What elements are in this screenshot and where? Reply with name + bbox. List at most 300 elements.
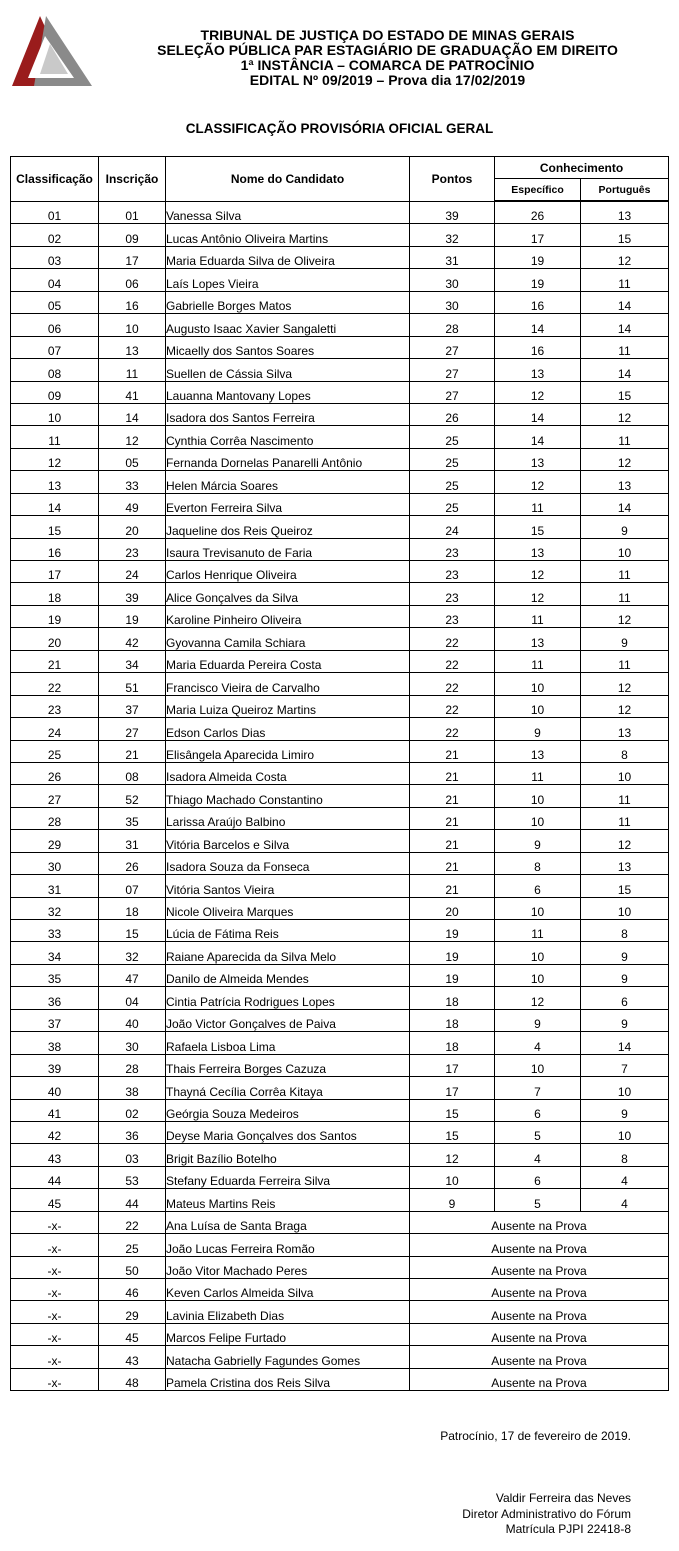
pontos-cell: 22 — [410, 628, 495, 650]
col-header-pontos: Pontos — [410, 157, 495, 202]
inscricao-cell: 35 — [99, 807, 166, 829]
table-row — [11, 807, 669, 829]
portugues-cell: 10 — [581, 762, 669, 784]
table-row — [11, 561, 669, 583]
nome-cell: Thais Ferreira Borges Cazuza — [166, 1054, 410, 1076]
classificacao-cell: 10 — [11, 403, 99, 425]
pontos-cell: 18 — [410, 987, 495, 1009]
classificacao-cell: 36 — [11, 987, 99, 1009]
table-row — [11, 493, 669, 515]
portugues-cell: 13 — [581, 852, 669, 874]
classification-table — [10, 156, 669, 1391]
nome-cell: Isaura Trevisanuto de Faria — [166, 538, 410, 560]
portugues-cell: 4 — [581, 1189, 669, 1211]
nome-cell: Augusto Isaac Xavier Sangaletti — [166, 314, 410, 336]
portugues-cell: 12 — [581, 695, 669, 717]
tjmg-logo — [10, 14, 94, 90]
table-row — [11, 785, 669, 807]
pontos-cell: 22 — [410, 718, 495, 740]
classificacao-cell: 17 — [11, 561, 99, 583]
classificacao-cell: -x- — [11, 1256, 99, 1278]
inscricao-cell: 07 — [99, 875, 166, 897]
portugues-cell: 12 — [581, 830, 669, 852]
table-row-absent — [11, 1211, 669, 1233]
especifico-cell: 13 — [495, 538, 581, 560]
col-header-inscricao: Inscrição — [99, 157, 166, 202]
inscricao-cell: 29 — [99, 1301, 166, 1323]
especifico-cell: 10 — [495, 695, 581, 717]
inscricao-cell: 11 — [99, 359, 166, 381]
pontos-cell: 27 — [410, 359, 495, 381]
nome-cell: Pamela Cristina dos Reis Silva — [166, 1368, 410, 1390]
pontos-cell: 28 — [410, 314, 495, 336]
classificacao-cell: 20 — [11, 628, 99, 650]
table-row — [11, 1189, 669, 1211]
portugues-cell: 14 — [581, 291, 669, 313]
especifico-cell: 13 — [495, 448, 581, 470]
nome-cell: Lauanna Mantovany Lopes — [166, 381, 410, 403]
especifico-cell: 12 — [495, 381, 581, 403]
especifico-cell: 9 — [495, 1009, 581, 1031]
table-row-absent — [11, 1234, 669, 1256]
header-line-4: EDITAL Nº 09/2019 – Prova dia 17/02/2019 — [249, 72, 526, 88]
classificacao-cell: 09 — [11, 381, 99, 403]
nome-cell: Maria Eduarda Pereira Costa — [166, 650, 410, 672]
inscricao-cell: 05 — [99, 448, 166, 470]
nome-cell: Natacha Gabrielly Fagundes Gomes — [166, 1346, 410, 1368]
inscricao-cell: 28 — [99, 1054, 166, 1076]
nome-cell: Rafaela Lisboa Lima — [166, 1032, 410, 1054]
inscricao-cell: 33 — [99, 471, 166, 493]
classificacao-cell: 42 — [11, 1121, 99, 1143]
inscricao-cell: 03 — [99, 1144, 166, 1166]
nome-cell: Micaelly dos Santos Soares — [166, 336, 410, 358]
nome-cell: Jaqueline dos Reis Queiroz — [166, 516, 410, 538]
nome-cell: Danilo de Almeida Mendes — [166, 964, 410, 986]
inscricao-cell: 25 — [99, 1234, 166, 1256]
especifico-cell: 7 — [495, 1077, 581, 1099]
classificacao-cell: 29 — [11, 830, 99, 852]
nome-cell: Fernanda Dornelas Panarelli Antônio — [166, 448, 410, 470]
header-line-1: TRIBUNAL DE JUSTIÇA DO ESTADO DE MINAS GERAIS — [200, 27, 575, 43]
portugues-cell: 6 — [581, 987, 669, 1009]
pontos-cell: 18 — [410, 1009, 495, 1031]
table-row — [11, 1166, 669, 1188]
classificacao-cell: 12 — [11, 448, 99, 470]
nome-cell: Deyse Maria Gonçalves dos Santos — [166, 1121, 410, 1143]
especifico-cell: 8 — [495, 852, 581, 874]
nome-cell: Larissa Araújo Balbino — [166, 807, 410, 829]
table-row — [11, 1077, 669, 1099]
portugues-cell: 11 — [581, 336, 669, 358]
table-row — [11, 224, 669, 246]
inscricao-cell: 46 — [99, 1279, 166, 1301]
classificacao-cell: -x- — [11, 1301, 99, 1323]
classificacao-cell: 03 — [11, 246, 99, 268]
classificacao-cell: 19 — [11, 605, 99, 627]
classificacao-cell: 06 — [11, 314, 99, 336]
inscricao-cell: 01 — [99, 201, 166, 224]
pontos-cell: 19 — [410, 964, 495, 986]
pontos-cell: 25 — [410, 448, 495, 470]
nome-cell: João Lucas Ferreira Romão — [166, 1234, 410, 1256]
inscricao-cell: 34 — [99, 650, 166, 672]
col-header-nome: Nome do Candidato — [166, 157, 410, 202]
especifico-cell: 19 — [495, 269, 581, 291]
classificacao-cell: 05 — [11, 291, 99, 313]
inscricao-cell: 18 — [99, 897, 166, 919]
table-row — [11, 246, 669, 268]
inscricao-cell: 27 — [99, 718, 166, 740]
classificacao-cell: 37 — [11, 1009, 99, 1031]
classificacao-cell: 34 — [11, 942, 99, 964]
nome-cell: Suellen de Cássia Silva — [166, 359, 410, 381]
especifico-cell: 12 — [495, 561, 581, 583]
nome-cell: Carlos Henrique Oliveira — [166, 561, 410, 583]
classificacao-cell: 30 — [11, 852, 99, 874]
classificacao-cell: 08 — [11, 359, 99, 381]
table-row — [11, 1099, 669, 1121]
header-line-2: SELEÇÃO PÚBLICA PAR ESTAGIÁRIO DE GRADUAÇÃO EM DIREITO — [157, 42, 618, 58]
pontos-cell: 19 — [410, 942, 495, 964]
portugues-cell: 10 — [581, 538, 669, 560]
classificacao-cell: 13 — [11, 471, 99, 493]
especifico-cell: 10 — [495, 785, 581, 807]
document-subtitle: CLASSIFICAÇÃO PROVISÓRIA OFICIAL GERAL — [185, 121, 494, 136]
signature-block — [462, 1491, 631, 1538]
nome-cell: Isadora dos Santos Ferreira — [166, 403, 410, 425]
col-header-conhecimento: Conhecimento — [495, 157, 669, 179]
absent-status-cell: Ausente na Prova — [410, 1234, 669, 1256]
absent-status-cell: Ausente na Prova — [410, 1211, 669, 1233]
especifico-cell: 11 — [495, 650, 581, 672]
especifico-cell: 10 — [495, 942, 581, 964]
nome-cell: Gyovanna Camila Schiara — [166, 628, 410, 650]
especifico-cell: 12 — [495, 583, 581, 605]
classificacao-cell: 14 — [11, 493, 99, 515]
portugues-cell: 11 — [581, 561, 669, 583]
nome-cell: Isadora Almeida Costa — [166, 762, 410, 784]
table-row — [11, 897, 669, 919]
nome-cell: Cintia Patrícia Rodrigues Lopes — [166, 987, 410, 1009]
inscricao-cell: 09 — [99, 224, 166, 246]
footer-date: Patrocínio, 17 de fevereiro de 2019. — [440, 1429, 631, 1443]
nome-cell: Gabrielle Borges Matos — [166, 291, 410, 313]
inscricao-cell: 21 — [99, 740, 166, 762]
especifico-cell: 11 — [495, 762, 581, 784]
especifico-cell: 11 — [495, 605, 581, 627]
table-row — [11, 359, 669, 381]
especifico-cell: 12 — [495, 987, 581, 1009]
nome-cell: Vanessa Silva — [166, 201, 410, 224]
portugues-cell: 11 — [581, 269, 669, 291]
classificacao-cell: 11 — [11, 426, 99, 448]
inscricao-cell: 02 — [99, 1099, 166, 1121]
nome-cell: João Victor Gonçalves de Paiva — [166, 1009, 410, 1031]
portugues-cell: 11 — [581, 583, 669, 605]
classificacao-cell: 25 — [11, 740, 99, 762]
classificacao-cell: -x- — [11, 1346, 99, 1368]
signer-id: Matrícula PJPI 22418-8 — [505, 1522, 631, 1536]
classificacao-cell: -x- — [11, 1211, 99, 1233]
especifico-cell: 10 — [495, 897, 581, 919]
pontos-cell: 21 — [410, 762, 495, 784]
table-row — [11, 201, 669, 224]
classificacao-cell: -x- — [11, 1323, 99, 1345]
portugues-cell: 10 — [581, 1121, 669, 1143]
classificacao-cell: 22 — [11, 673, 99, 695]
inscricao-cell: 04 — [99, 987, 166, 1009]
especifico-cell: 14 — [495, 403, 581, 425]
nome-cell: Elisângela Aparecida Limiro — [166, 740, 410, 762]
table-row — [11, 1121, 669, 1143]
pontos-cell: 17 — [410, 1054, 495, 1076]
table-row — [11, 1054, 669, 1076]
pontos-cell: 25 — [410, 471, 495, 493]
table-row — [11, 314, 669, 336]
nome-cell: Thiago Machado Constantino — [166, 785, 410, 807]
pontos-cell: 31 — [410, 246, 495, 268]
table-row — [11, 852, 669, 874]
table-row — [11, 381, 669, 403]
table-row-absent — [11, 1368, 669, 1390]
inscricao-cell: 38 — [99, 1077, 166, 1099]
pontos-cell: 21 — [410, 740, 495, 762]
table-row — [11, 426, 669, 448]
portugues-cell: 12 — [581, 673, 669, 695]
classificacao-cell: -x- — [11, 1279, 99, 1301]
table-row — [11, 695, 669, 717]
classificacao-cell: 23 — [11, 695, 99, 717]
especifico-cell: 13 — [495, 359, 581, 381]
especifico-cell: 16 — [495, 336, 581, 358]
nome-cell: Francisco Vieira de Carvalho — [166, 673, 410, 695]
table-row — [11, 583, 669, 605]
especifico-cell: 11 — [495, 920, 581, 942]
especifico-cell: 10 — [495, 807, 581, 829]
inscricao-cell: 43 — [99, 1346, 166, 1368]
document-header — [96, 28, 679, 88]
especifico-cell: 5 — [495, 1121, 581, 1143]
portugues-cell: 9 — [581, 628, 669, 650]
portugues-cell: 11 — [581, 807, 669, 829]
classificacao-cell: 43 — [11, 1144, 99, 1166]
absent-status-cell: Ausente na Prova — [410, 1256, 669, 1278]
especifico-cell: 15 — [495, 516, 581, 538]
especifico-cell: 4 — [495, 1032, 581, 1054]
pontos-cell: 22 — [410, 695, 495, 717]
classificacao-cell: 21 — [11, 650, 99, 672]
table-row — [11, 269, 669, 291]
especifico-cell: 19 — [495, 246, 581, 268]
portugues-cell: 10 — [581, 897, 669, 919]
table-row — [11, 448, 669, 470]
especifico-cell: 10 — [495, 673, 581, 695]
classificacao-cell: 16 — [11, 538, 99, 560]
signer-role: Diretor Administrativo do Fórum — [462, 1506, 631, 1521]
inscricao-cell: 19 — [99, 605, 166, 627]
nome-cell: Karoline Pinheiro Oliveira — [166, 605, 410, 627]
classificacao-cell: 26 — [11, 762, 99, 784]
nome-cell: Lúcia de Fátima Reis — [166, 920, 410, 942]
portugues-cell: 14 — [581, 359, 669, 381]
inscricao-cell: 22 — [99, 1211, 166, 1233]
inscricao-cell: 08 — [99, 762, 166, 784]
especifico-cell: 10 — [495, 1054, 581, 1076]
pontos-cell: 24 — [410, 516, 495, 538]
inscricao-cell: 13 — [99, 336, 166, 358]
inscricao-cell: 52 — [99, 785, 166, 807]
especifico-cell: 6 — [495, 875, 581, 897]
portugues-cell: 11 — [581, 785, 669, 807]
inscricao-cell: 15 — [99, 920, 166, 942]
nome-cell: Nicole Oliveira Marques — [166, 897, 410, 919]
classificacao-cell: 24 — [11, 718, 99, 740]
table-row-absent — [11, 1301, 669, 1323]
portugues-cell: 7 — [581, 1054, 669, 1076]
table-row-absent — [11, 1256, 669, 1278]
classificacao-cell: -x- — [11, 1368, 99, 1390]
pontos-cell: 15 — [410, 1121, 495, 1143]
pontos-cell: 30 — [410, 269, 495, 291]
nome-cell: Geórgia Souza Medeiros — [166, 1099, 410, 1121]
col-header-classificacao: Classificação — [11, 157, 99, 202]
especifico-cell: 10 — [495, 964, 581, 986]
classificacao-cell: 39 — [11, 1054, 99, 1076]
classificacao-cell: 28 — [11, 807, 99, 829]
pontos-cell: 39 — [410, 201, 495, 224]
absent-status-cell: Ausente na Prova — [410, 1368, 669, 1390]
especifico-cell: 16 — [495, 291, 581, 313]
inscricao-cell: 20 — [99, 516, 166, 538]
nome-cell: Laís Lopes Vieira — [166, 269, 410, 291]
nome-cell: Marcos Felipe Furtado — [166, 1323, 410, 1345]
pontos-cell: 10 — [410, 1166, 495, 1188]
table-row — [11, 336, 669, 358]
especifico-cell: 6 — [495, 1166, 581, 1188]
portugues-cell: 8 — [581, 740, 669, 762]
pontos-cell: 25 — [410, 426, 495, 448]
pontos-cell: 23 — [410, 561, 495, 583]
pontos-cell: 22 — [410, 650, 495, 672]
pontos-cell: 23 — [410, 538, 495, 560]
header-line-3: 1ª INSTÂNCIA – COMARCA DE PATROCÍNIO — [240, 57, 535, 73]
inscricao-cell: 53 — [99, 1166, 166, 1188]
especifico-cell: 14 — [495, 314, 581, 336]
table-row — [11, 718, 669, 740]
inscricao-cell: 41 — [99, 381, 166, 403]
table-body — [11, 201, 669, 1391]
absent-status-cell: Ausente na Prova — [410, 1301, 669, 1323]
portugues-cell: 4 — [581, 1166, 669, 1188]
inscricao-cell: 12 — [99, 426, 166, 448]
nome-cell: Brigit Bazílio Botelho — [166, 1144, 410, 1166]
absent-status-cell: Ausente na Prova — [410, 1323, 669, 1345]
table-row — [11, 403, 669, 425]
pontos-cell: 9 — [410, 1189, 495, 1211]
table-row — [11, 673, 669, 695]
table-row — [11, 1032, 669, 1054]
pontos-cell: 21 — [410, 875, 495, 897]
table-row — [11, 830, 669, 852]
nome-cell: Vitória Santos Vieira — [166, 875, 410, 897]
nome-cell: Lavinia Elizabeth Dias — [166, 1301, 410, 1323]
table-row — [11, 538, 669, 560]
especifico-cell: 17 — [495, 224, 581, 246]
signer-name: Valdir Ferreira das Neves — [495, 1491, 631, 1505]
classificacao-cell: 35 — [11, 964, 99, 986]
inscricao-cell: 42 — [99, 628, 166, 650]
table-row-absent — [11, 1346, 669, 1368]
table-row — [11, 1144, 669, 1166]
especifico-cell: 13 — [495, 628, 581, 650]
portugues-cell: 12 — [581, 605, 669, 627]
especifico-cell: 11 — [495, 493, 581, 515]
classificacao-cell: 02 — [11, 224, 99, 246]
inscricao-cell: 17 — [99, 246, 166, 268]
nome-cell: Edson Carlos Dias — [166, 718, 410, 740]
portugues-cell: 12 — [581, 448, 669, 470]
especifico-cell: 9 — [495, 830, 581, 852]
pontos-cell: 21 — [410, 830, 495, 852]
table-row — [11, 471, 669, 493]
table-row — [11, 628, 669, 650]
portugues-cell: 12 — [581, 403, 669, 425]
portugues-cell: 13 — [581, 201, 669, 224]
col-header-portugues: Português — [581, 179, 669, 202]
inscricao-cell: 44 — [99, 1189, 166, 1211]
nome-cell: Alice Gonçalves da Silva — [166, 583, 410, 605]
pontos-cell: 27 — [410, 381, 495, 403]
table-row — [11, 740, 669, 762]
pontos-cell: 27 — [410, 336, 495, 358]
table-row — [11, 1009, 669, 1031]
pontos-cell: 18 — [410, 1032, 495, 1054]
classificacao-cell: 07 — [11, 336, 99, 358]
portugues-cell: 8 — [581, 920, 669, 942]
pontos-cell: 20 — [410, 897, 495, 919]
nome-cell: João Vitor Machado Peres — [166, 1256, 410, 1278]
pontos-cell: 25 — [410, 493, 495, 515]
nome-cell: Isadora Souza da Fonseca — [166, 852, 410, 874]
inscricao-cell: 37 — [99, 695, 166, 717]
classificacao-cell: 15 — [11, 516, 99, 538]
inscricao-cell: 45 — [99, 1323, 166, 1345]
inscricao-cell: 31 — [99, 830, 166, 852]
pontos-cell: 30 — [410, 291, 495, 313]
especifico-cell: 9 — [495, 718, 581, 740]
inscricao-cell: 30 — [99, 1032, 166, 1054]
nome-cell: Everton Ferreira Silva — [166, 493, 410, 515]
pontos-cell: 23 — [410, 583, 495, 605]
classificacao-cell: 38 — [11, 1032, 99, 1054]
especifico-cell: 12 — [495, 471, 581, 493]
table-row — [11, 987, 669, 1009]
portugues-cell: 9 — [581, 1009, 669, 1031]
nome-cell: Keven Carlos Almeida Silva — [166, 1279, 410, 1301]
nome-cell: Maria Luiza Queiroz Martins — [166, 695, 410, 717]
classificacao-cell: 45 — [11, 1189, 99, 1211]
pontos-cell: 21 — [410, 807, 495, 829]
classificacao-cell: 33 — [11, 920, 99, 942]
especifico-cell: 6 — [495, 1099, 581, 1121]
especifico-cell: 14 — [495, 426, 581, 448]
pontos-cell: 26 — [410, 403, 495, 425]
table-row — [11, 762, 669, 784]
absent-status-cell: Ausente na Prova — [410, 1279, 669, 1301]
table-row — [11, 964, 669, 986]
nome-cell: Raiane Aparecida da Silva Melo — [166, 942, 410, 964]
